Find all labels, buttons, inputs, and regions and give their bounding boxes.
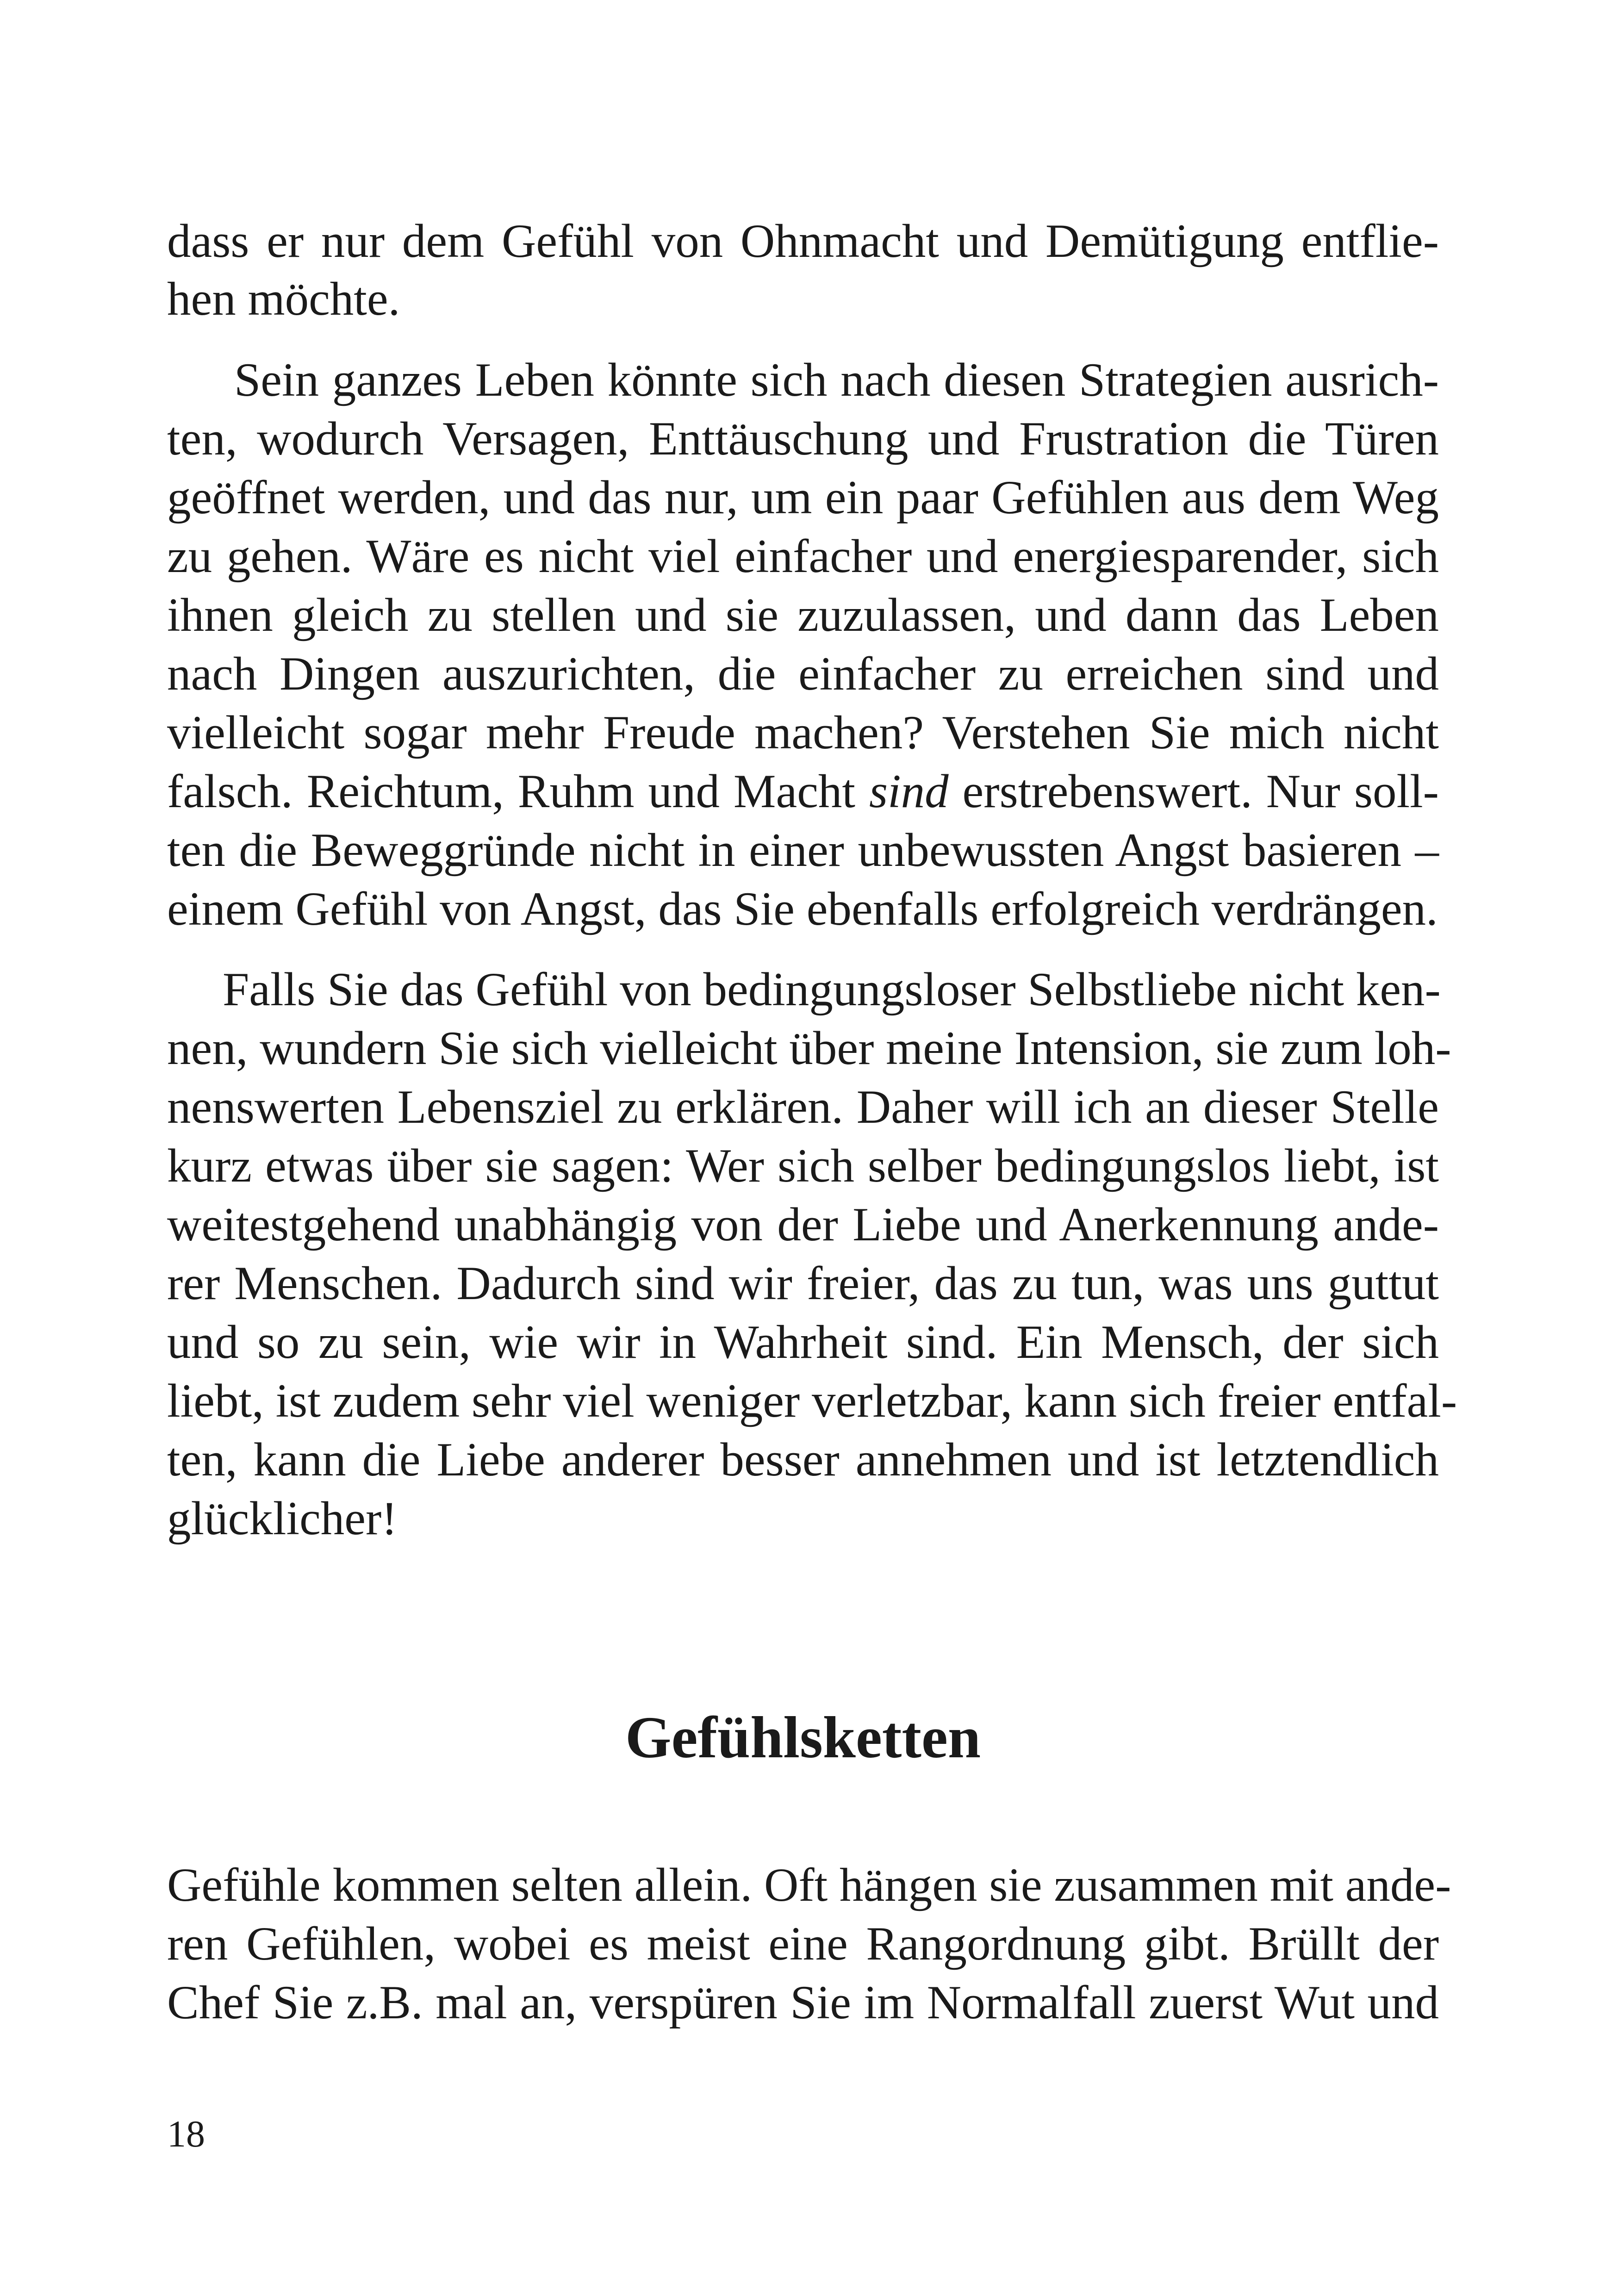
- text-line: nen, wundern Sie sich vielleicht über meine Intension, sie zum loh-: [167, 1022, 1451, 1075]
- text-line: hen möchte.: [167, 273, 400, 325]
- text-line: ten die Beweggründe nicht in einer unbewussten Angst basieren –: [167, 824, 1439, 877]
- text-line: zu gehen. Wäre es nicht viel einfacher und energiesparender, sich: [167, 530, 1439, 583]
- text-line: glücklicher!: [167, 1492, 398, 1545]
- emphasized-word: sind: [869, 765, 949, 818]
- text-line: liebt, ist zudem sehr viel weniger verletzbar, kann sich freier entfal-: [167, 1375, 1457, 1427]
- text-line: weitestgehend unabhängig von der Liebe und Anerkennung ande-: [167, 1198, 1439, 1251]
- text-line: ren Gefühlen, wobei es meist eine Rangordnung gibt. Brüllt der: [167, 1917, 1439, 1970]
- text-line: dass er nur dem Gefühl von Ohnmacht und Demütigung entflie-: [167, 215, 1439, 268]
- text-line: ten, kann die Liebe anderer besser annehmen und ist letztendlich: [167, 1433, 1439, 1486]
- text-line: nach Dingen auszurichten, die einfacher zu erreichen sind und: [167, 647, 1439, 700]
- text-line-with-emphasis: [167, 765, 1439, 818]
- text-line: nenswerten Lebensziel zu erklären. Daher will ich an dieser Stelle: [167, 1081, 1439, 1133]
- text-run: falsch. Reichtum, Ruhm und Macht: [167, 765, 869, 818]
- text-line: Gefühle kommen selten allein. Oft hängen sie zusammen mit ande-: [167, 1859, 1451, 1911]
- text-line: Chef Sie z.B. mal an, verspüren Sie im Normalfall zuerst Wut und: [167, 1976, 1439, 2029]
- text-line: Falls Sie das Gefühl von bedingungsloser Selbstliebe nicht ken-: [223, 963, 1441, 1016]
- text-line: Sein ganzes Leben könnte sich nach diesen Strategien ausrich-: [234, 354, 1439, 406]
- text-line: kurz etwas über sie sagen: Wer sich selber bedingungslos liebt, ist: [167, 1139, 1439, 1192]
- section-heading: Gefühlsketten: [625, 1705, 981, 1770]
- text-line: einem Gefühl von Angst, das Sie ebenfalls erfolgreich verdrängen.: [167, 883, 1438, 935]
- text-line: vielleicht sogar mehr Freude machen? Verstehen Sie mich nicht: [167, 706, 1439, 759]
- text-line: ihnen gleich zu stellen und sie zuzulassen, und dann das Leben: [167, 589, 1439, 641]
- text-line: ten, wodurch Versagen, Enttäuschung und Frustration die Türen: [167, 412, 1439, 465]
- page-number: 18: [167, 2113, 205, 2155]
- text-line: und so zu sein, wie wir in Wahrheit sind. Ein Mensch, der sich: [167, 1316, 1439, 1369]
- text-line: geöffnet werden, und das nur, um ein paar Gefühlen aus dem Weg: [167, 471, 1439, 524]
- text-run: erstrebenswert. Nur soll-: [948, 765, 1439, 818]
- text-line: rer Menschen. Dadurch sind wir freier, das zu tun, was uns guttut: [167, 1257, 1439, 1310]
